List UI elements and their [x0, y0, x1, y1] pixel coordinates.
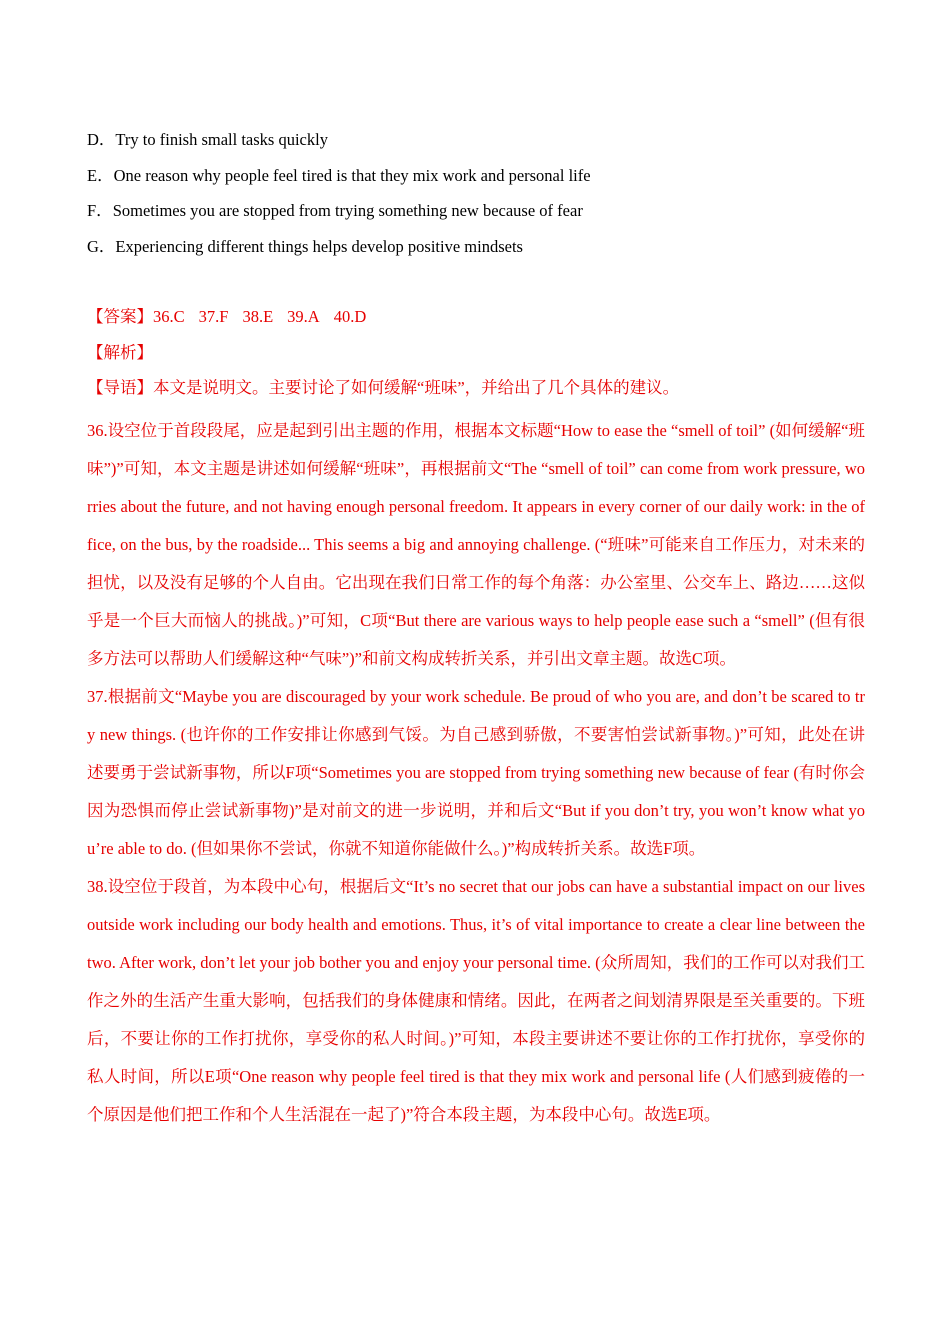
answer-item: 37.F: [198, 307, 229, 326]
answer-label: 【答案】: [87, 307, 153, 326]
guide-text: 【导语】本文是说明文。主要讨论了如何缓解“班味”，并给出了几个具体的建议。: [87, 378, 680, 397]
option-letter: G．: [87, 236, 116, 256]
option-letter: D．: [87, 130, 116, 149]
analysis-label: 【解析】: [87, 342, 153, 362]
option-letter: F．: [87, 201, 113, 220]
option-item: [87, 128, 867, 164]
explanation-number: 38.: [87, 876, 108, 896]
option-item: [87, 235, 867, 271]
explanation-paragraph: [87, 412, 865, 678]
answer-item: 40.D: [333, 307, 367, 326]
answer-item: 39.A: [287, 307, 320, 326]
option-letter: E．: [87, 165, 114, 185]
answer-item: 36.C: [153, 307, 185, 326]
answer-item: 38.E: [242, 307, 274, 326]
answer-line: [87, 305, 865, 341]
explanation-number: 37.: [87, 686, 108, 706]
explanation-paragraph: [87, 678, 865, 868]
explanation-text: 根据前文“Maybe you are discouraged by your work schedule. Be proud of who you are, and don’t be scared to try new things. (也许你的工作安排让你感到气馁。为自己感到骄傲，不要害怕尝试新事物。)”可知，此处在讲述要勇于尝试新事物，所以F项“Sometimes you are stopped from trying something new because of fear (有时你会因为恐惧而停止尝试新事物)”是对前文的进一步说明，并和后文“But if you don’t try, you won’t know what you’re able to do. (但如果你不尝试，你就不知道你能做什么。)”构成转折关系。故选F项。: [87, 686, 865, 858]
explanation-number: 36.: [87, 420, 108, 440]
option-text: Try to finish small tasks quickly: [115, 130, 328, 149]
option-text: Sometimes you are stopped from trying something new because of fear: [112, 201, 583, 220]
answer-analysis-section: [87, 305, 865, 1134]
explanation-text: 设空位于首段段尾，应是起到引出主题的作用，根据本文标题“How to ease the “smell of toil” (如何缓解“班味”)”可知，本文主题是讲述如何缓解“班味”，再根据前文“The “smell of toil” can come from work pressure, worries about the future, and not having enough personal freedom. It appears in every corner of our daily work: in the office, on the bus, by the roadside... This seems a big and annoying challenge. (“班味”可能来自工作压力，对未来的担忧，以及没有足够的个人自由。它出现在我们日常工作的每个角落：办公室里、公交车上、路边……这似乎是一个巨大而恼人的挑战。)”可知，C项“But there are various ways to help people ease such a “smell” (但有很多方法可以帮助人们缓解这种“气味”)”和前文构成转折关系，并引出文章主题。故选C项。: [87, 420, 865, 668]
option-item: [87, 199, 867, 235]
explanation-paragraph: [87, 868, 865, 1134]
option-text: One reason why people feel tired is that they mix work and personal life: [113, 165, 591, 185]
explanation-text: 设空位于段首，为本段中心句，根据后文“It’s no secret that our jobs can have a substantial impact on our lives outside work including our body health and emotions. Thus, it’s of vital importance to create a clear line between the two. After work, don’t let your job bother you and enjoy your personal time. (众所周知，我们的工作可以对我们工作之外的生活产生重大影响，包括我们的身体健康和情绪。因此，在两者之间划清界限是至关重要的。下班后，不要让你的工作打扰你，享受你的私人时间。)”可知，本段主要讲述不要让你的工作打扰你，享受你的私人时间，所以E项“One reason why people feel tired is that they mix work and personal life (人们感到疲倦的一个原因是他们把工作和个人生活混在一起了)”符合本段主题，为本段中心句。故选E项。: [87, 876, 865, 1124]
option-list: [87, 128, 867, 270]
option-item: [87, 164, 867, 200]
option-text: Experiencing different things helps develop positive mindsets: [115, 236, 523, 256]
